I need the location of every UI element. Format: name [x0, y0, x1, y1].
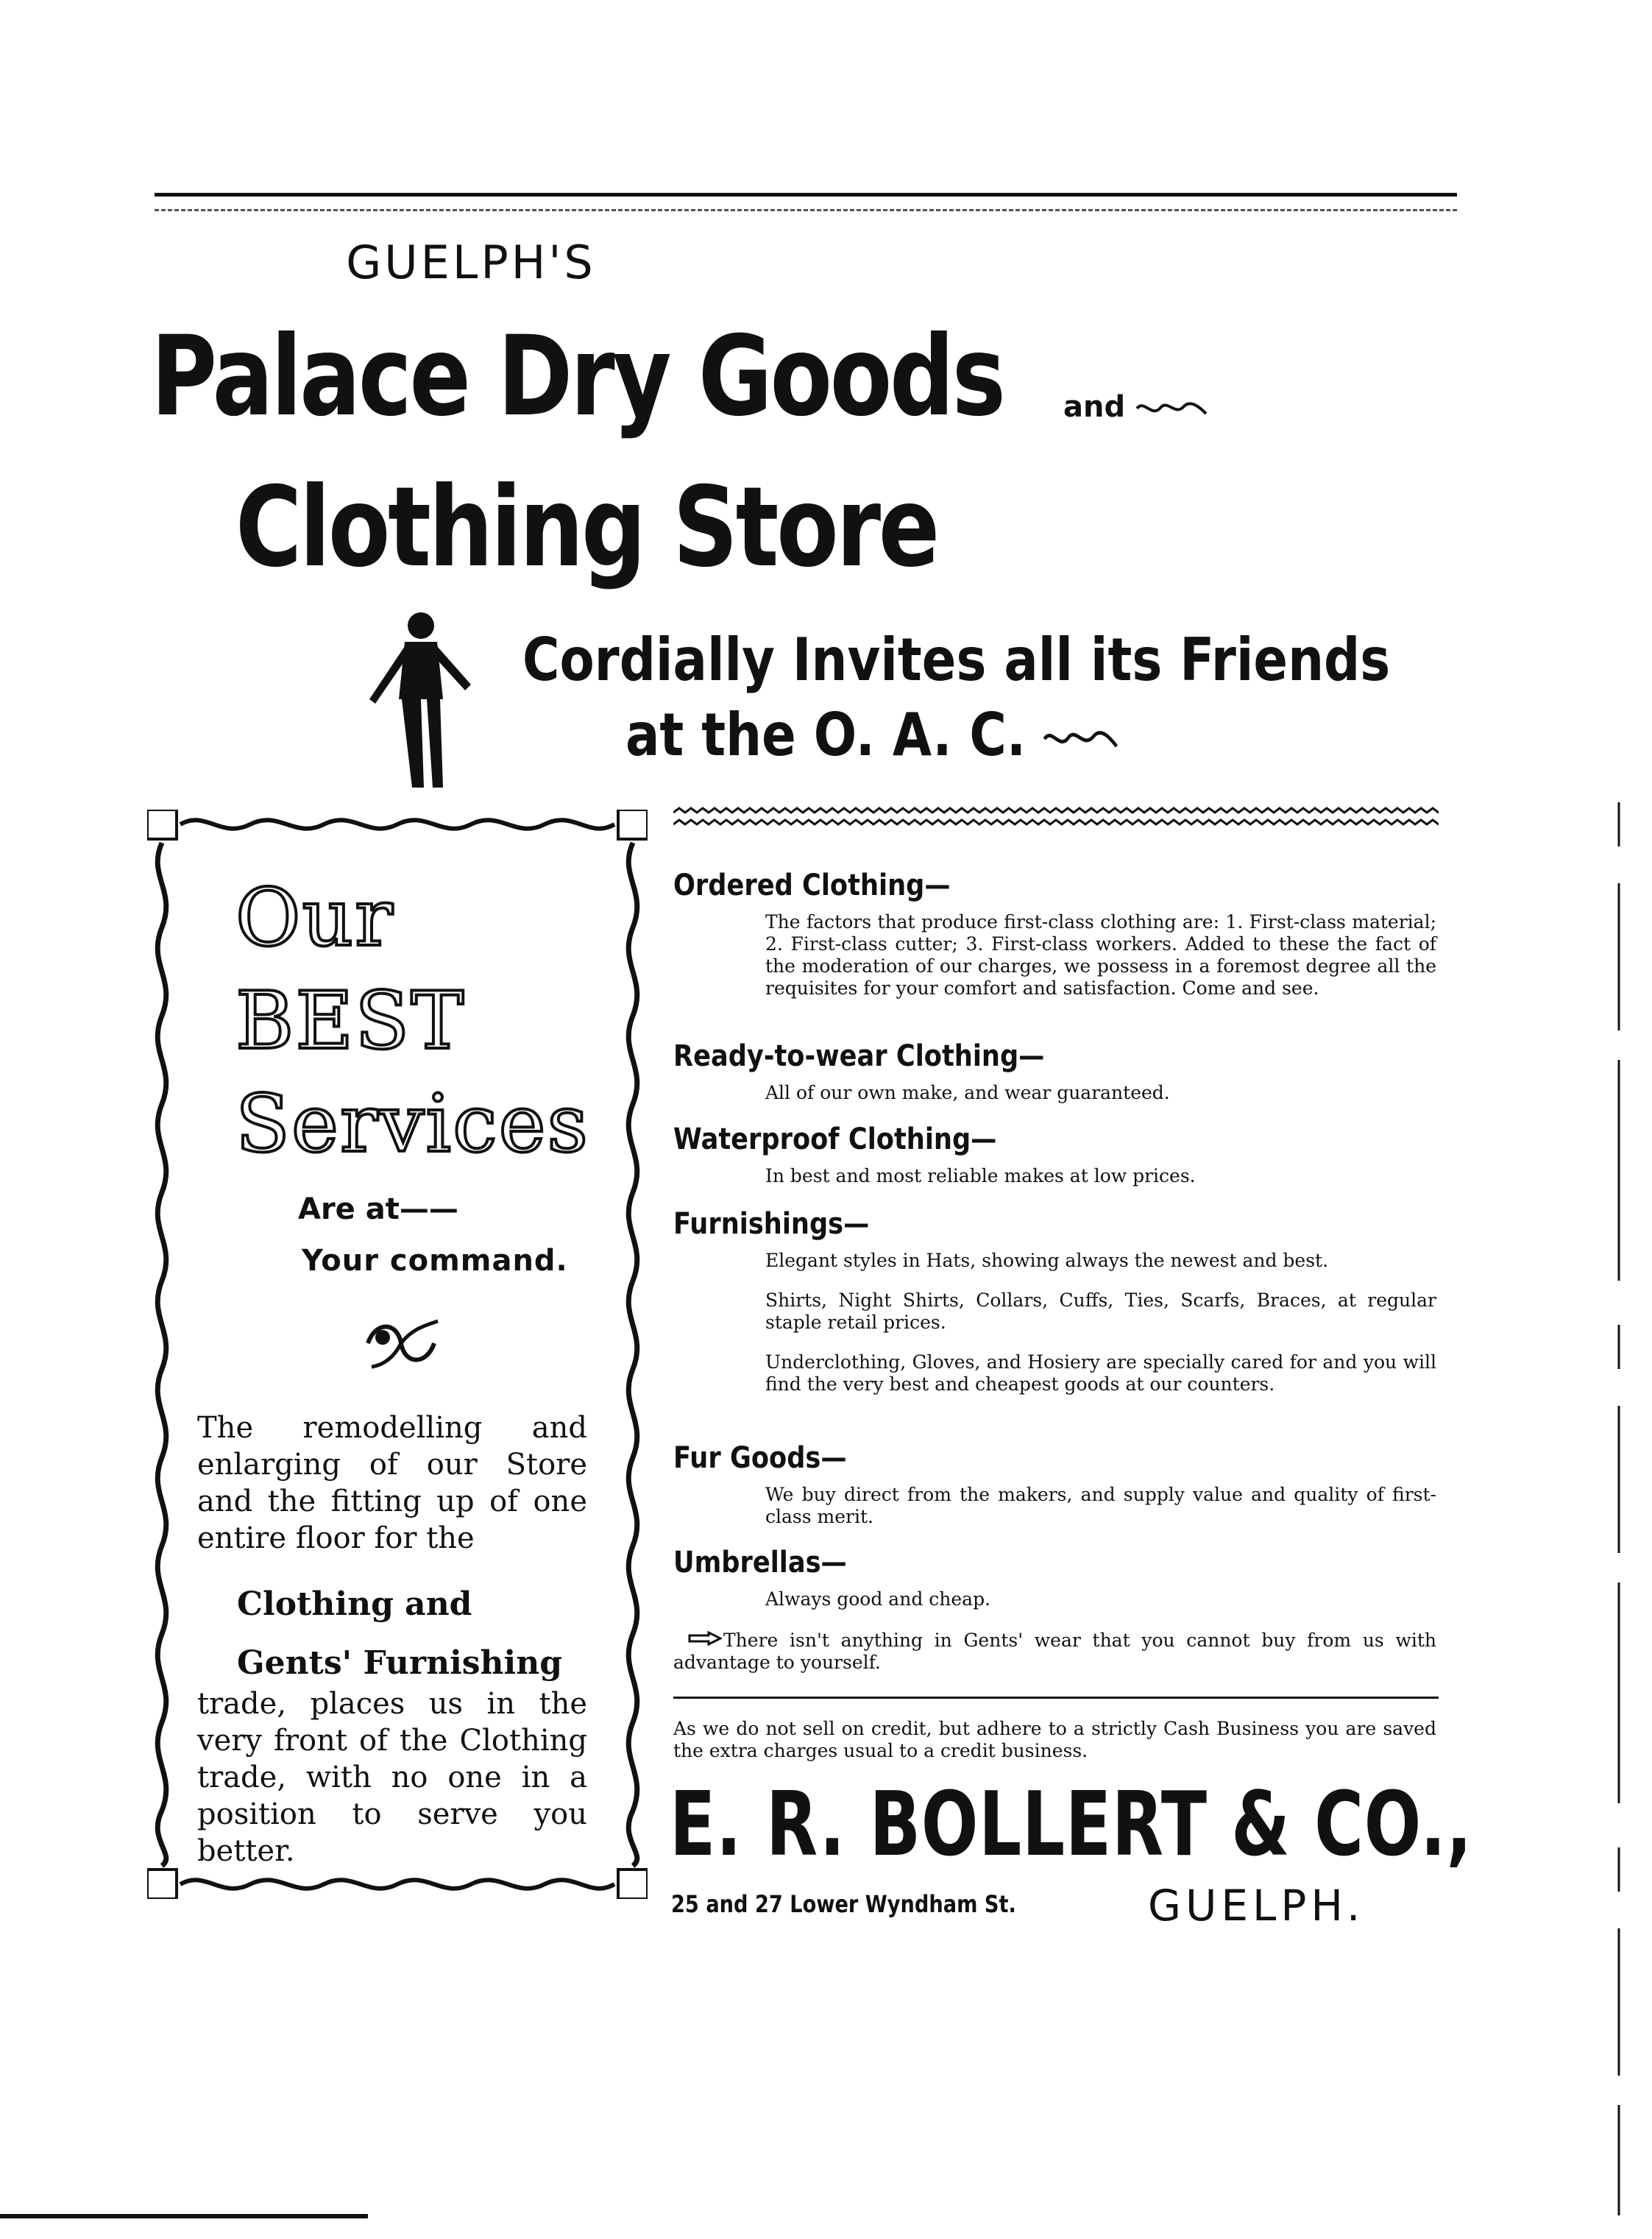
ready-to-wear-heading: Ready-to-wear Clothing—	[673, 1039, 1045, 1073]
cordially-invites-heading: Cordially Invites all its Friends	[522, 626, 1391, 694]
palace-dry-goods-heading: Palace Dry Goods	[151, 313, 1004, 441]
ordered-clothing-heading: Ordered Clothing—	[673, 869, 951, 902]
services-heading: Services	[235, 1078, 589, 1170]
bottom-edge-bar	[0, 2214, 368, 2218]
our-heading: Our	[235, 872, 394, 964]
swash-ornament-icon	[1043, 724, 1119, 754]
credit-note: As we do not sell on credit, but adhere to a strictly Cash Business you are saved the extra charges usual to a credit business.	[673, 1718, 1436, 1761]
ordered-clothing-body: The factors that produce first-class clothing are: 1. First-class material; 2. First-class cutter; 3. First-class workers. Added to these the fact of the moderation of our charges, we possess in a foremost degree all the requisites for your comfort and satisfaction. Come and see.	[765, 911, 1436, 999]
and-label	[1063, 390, 1209, 424]
store-address: 25 and 27 Lower Wyndham St.	[671, 1890, 1016, 1918]
middle-rule	[673, 1697, 1439, 1699]
at-the-oac-heading	[625, 701, 1119, 769]
fur-goods-heading: Fur Goods—	[673, 1441, 847, 1475]
ready-to-wear-body: All of our own make, and wear guaranteed.	[765, 1082, 1170, 1103]
company-name: E. R. BOLLERT & CO.,	[670, 1774, 1472, 1876]
guelphs-heading: GUELPH'S	[346, 236, 596, 289]
furnishings-heading: Furnishings—	[673, 1207, 870, 1241]
clothing-furnishing-heading	[237, 1575, 562, 1693]
zigzag-rule	[673, 802, 1439, 835]
clothing-and-text: Clothing and	[237, 1585, 472, 1623]
clothing-store-heading: Clothing Store	[235, 464, 937, 592]
furnishings-body-hats: Elegant styles in Hats, showing always the newest and best.	[765, 1250, 1329, 1271]
furnishings-body-shirts: Shirts, Night Shirts, Collars, Cuffs, Ties, Scarfs, Braces, at regular staple retail prices.	[765, 1290, 1436, 1333]
right-margin-line	[1617, 802, 1620, 2215]
and-text: and	[1063, 390, 1126, 424]
waterproof-heading: Waterproof Clothing—	[673, 1122, 997, 1156]
fur-goods-body: We buy direct from the makers, and supply value and quality of first-class merit.	[765, 1484, 1436, 1527]
top-rule	[155, 193, 1457, 197]
oac-text: at the O. A. C.	[625, 701, 1027, 769]
gents-furnishing-text: Gents' Furnishing	[237, 1644, 563, 1682]
umbrellas-heading: Umbrellas—	[673, 1546, 847, 1580]
umbrellas-body: Always good and cheap.	[765, 1588, 991, 1610]
top-dashed-rule	[155, 209, 1457, 211]
waterproof-body: In best and most reliable makes at low prices.	[765, 1165, 1196, 1186]
gents-wear-note: There isn't anything in Gents' wear that you cannot buy from us with advantage to yourself.	[673, 1630, 1436, 1673]
best-heading: BEST	[235, 975, 466, 1067]
store-city: GUELPH.	[1148, 1881, 1365, 1931]
are-at-text: Are at——	[298, 1192, 458, 1226]
floral-leaf-icon	[361, 1314, 442, 1376]
remodelling-paragraph: The remodelling and enlarging of our Store and the fitting up of one entire floor for the	[197, 1411, 587, 1555]
furnishings-body-underclothing: Underclothing, Gloves, and Hosiery are specially cared for and you will find the very best and cheapest goods at our counters.	[765, 1351, 1436, 1395]
your-command-text: Your command.	[302, 1244, 568, 1278]
trade-paragraph: trade, places us in the very front of the Clothing trade, with no one in a position to serve you better.	[197, 1687, 587, 1868]
swash-ornament-icon	[1135, 397, 1209, 420]
man-figure-icon	[353, 611, 486, 798]
